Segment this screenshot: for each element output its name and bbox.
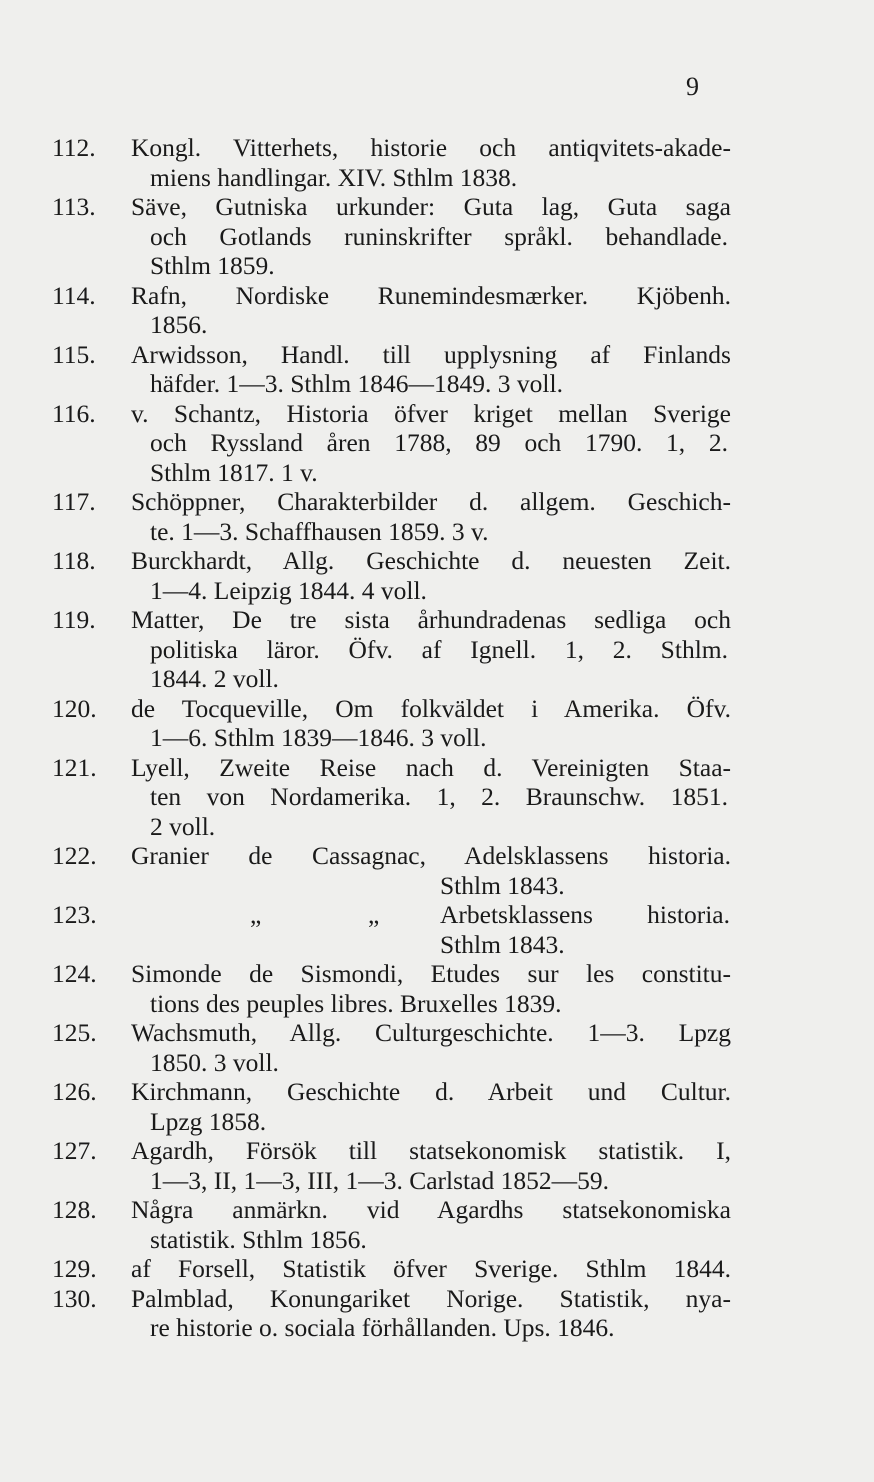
entry-line: 1856. xyxy=(150,310,208,339)
entry-number: 122. xyxy=(52,841,97,870)
entry-line: 1—6. Sthlm 1839—1846. 3 voll. xyxy=(150,723,487,752)
bibliography-entry-114 xyxy=(0,281,874,340)
bibliography-entry-115 xyxy=(0,340,874,399)
entry-line: och Gotlands runinskrifter språkl. behandlade. xyxy=(150,221,728,251)
entry-line: 1844. 2 voll. xyxy=(150,664,279,693)
entry-line: Lpzg 1858. xyxy=(150,1106,267,1136)
entry-number: 117. xyxy=(52,487,96,516)
entry-number: 123. xyxy=(52,900,97,929)
entry-number: 116. xyxy=(52,398,96,428)
entry-number: 115. xyxy=(52,339,96,369)
entry-line: Matter, De tre sista århundradenas sedliga och xyxy=(131,605,731,634)
entry-line: 1—4. Leipzig 1844. 4 voll. xyxy=(150,575,427,605)
bibliography-entry-123 xyxy=(0,900,874,959)
entry-number: 127. xyxy=(52,1136,97,1165)
entry-number: 126. xyxy=(52,1077,97,1106)
entry-line: 1850. 3 voll. xyxy=(150,1047,279,1077)
entry-line: statistik. Sthlm 1856. xyxy=(150,1224,367,1254)
bibliography-entry-119 xyxy=(0,605,874,694)
entry-line: tions des peuples libres. Bruxelles 1839. xyxy=(150,988,562,1018)
entry-number: 114. xyxy=(52,280,96,310)
entry-line: Kirchmann, Geschichte d. Arbeit und Cultur. xyxy=(131,1077,731,1106)
bibliography-entry-118 xyxy=(0,546,874,605)
bibliography-entry-126 xyxy=(0,1077,874,1136)
bibliography-entry-130 xyxy=(0,1284,874,1343)
entry-line: Burckhardt, Allg. Geschichte d. neuesten Zeit. xyxy=(131,546,731,575)
entry-line: v. Schantz, Historia öfver kriget mellan Sverige xyxy=(131,398,731,428)
entry-number: 113. xyxy=(52,192,96,221)
entry-number: 124. xyxy=(52,959,97,988)
entry-line: Arbetsklassens historia. xyxy=(440,900,730,929)
entry-line: Simonde de Sismondi, Etudes sur les constitu- xyxy=(131,959,731,988)
bibliography-entry-122 xyxy=(0,841,874,900)
bibliography-entry-116 xyxy=(0,399,874,488)
entry-line: Sthlm 1817. 1 v. xyxy=(150,457,318,487)
entry-line: Granier de Cassagnac, Adelsklassens historia. xyxy=(131,841,731,870)
entry-line: Säve, Gutniska urkunder: Guta lag, Guta saga xyxy=(131,192,731,221)
entry-line: Sthlm 1843. xyxy=(440,929,565,959)
entry-number: 118. xyxy=(52,546,96,575)
entry-line: Agardh, Försök till statsekonomisk statistik. I, xyxy=(131,1136,731,1165)
ditto-mark: „ xyxy=(250,900,262,929)
entry-line: te. 1—3. Schaffhausen 1859. 3 v. xyxy=(150,516,489,546)
entry-line: Sthlm 1843. xyxy=(440,870,565,900)
bibliography-entry-129 xyxy=(0,1254,874,1284)
entry-line: af Forsell, Statistik öfver Sverige. Sthlm 1844. xyxy=(131,1254,731,1283)
entry-line: häfder. 1—3. Sthlm 1846—1849. 3 voll. xyxy=(150,369,563,398)
ditto-mark: „ xyxy=(368,900,380,929)
entry-line: och Ryssland åren 1788, 89 och 1790. 1, 2. xyxy=(150,428,728,457)
entry-number: 129. xyxy=(52,1254,97,1283)
bibliography-entry-112 xyxy=(0,133,874,192)
entry-line: Schöppner, Charakterbilder d. allgem. Geschich- xyxy=(131,487,731,516)
entry-line: 1—3, II, 1—3, III, 1—3. Carlstad 1852—59. xyxy=(150,1165,609,1195)
entry-line: Rafn, Nordiske Runemindesmærker. Kjöbenh. xyxy=(131,280,731,310)
bibliography-entry-117 xyxy=(0,487,874,546)
entry-line: politiska läror. Öfv. af Ignell. 1, 2. Sthlm. xyxy=(150,634,728,664)
bibliography-list xyxy=(0,133,874,1343)
entry-number: 112. xyxy=(52,133,96,162)
bibliography-entry-125 xyxy=(0,1018,874,1077)
entry-line: Några anmärkn. vid Agardhs statsekonomiska xyxy=(131,1195,731,1224)
entry-line: Kongl. Vitterhets, historie och antiqvitets-akade- xyxy=(131,133,731,162)
entry-number: 130. xyxy=(52,1283,97,1313)
entry-number: 128. xyxy=(52,1195,97,1224)
entry-line: Palmblad, Konungariket Norige. Statistik, nya- xyxy=(131,1283,731,1313)
page-number: 9 xyxy=(686,72,699,101)
bibliography-entry-128 xyxy=(0,1195,874,1254)
entry-number: 125. xyxy=(52,1018,97,1047)
bibliography-entry-127 xyxy=(0,1136,874,1195)
entry-line: 2 voll. xyxy=(150,811,216,841)
entry-line: ten von Nordamerika. 1, 2. Braunschw. 1851. xyxy=(150,782,728,811)
bibliography-entry-124 xyxy=(0,959,874,1018)
bibliography-entry-121 xyxy=(0,753,874,842)
bibliography-entry-113 xyxy=(0,192,874,281)
entry-line: Wachsmuth, Allg. Culturgeschichte. 1—3. Lpzg xyxy=(131,1018,731,1047)
entry-line: miens handlingar. XIV. Sthlm 1838. xyxy=(150,162,518,192)
entry-number: 121. xyxy=(52,752,97,782)
entry-line: Arwidsson, Handl. till upplysning af Finlands xyxy=(131,339,731,369)
entry-line: Sthlm 1859. xyxy=(150,251,275,280)
entry-line: de Tocqueville, Om folkväldet i Amerika. Öfv. xyxy=(131,693,731,723)
entry-line: Lyell, Zweite Reise nach d. Vereinigten Staa- xyxy=(131,752,731,782)
entry-number: 120. xyxy=(52,693,97,723)
entry-line: re historie o. sociala förhållanden. Ups. 1846. xyxy=(150,1313,615,1342)
entry-number: 119. xyxy=(52,605,96,634)
bibliography-entry-120 xyxy=(0,694,874,753)
